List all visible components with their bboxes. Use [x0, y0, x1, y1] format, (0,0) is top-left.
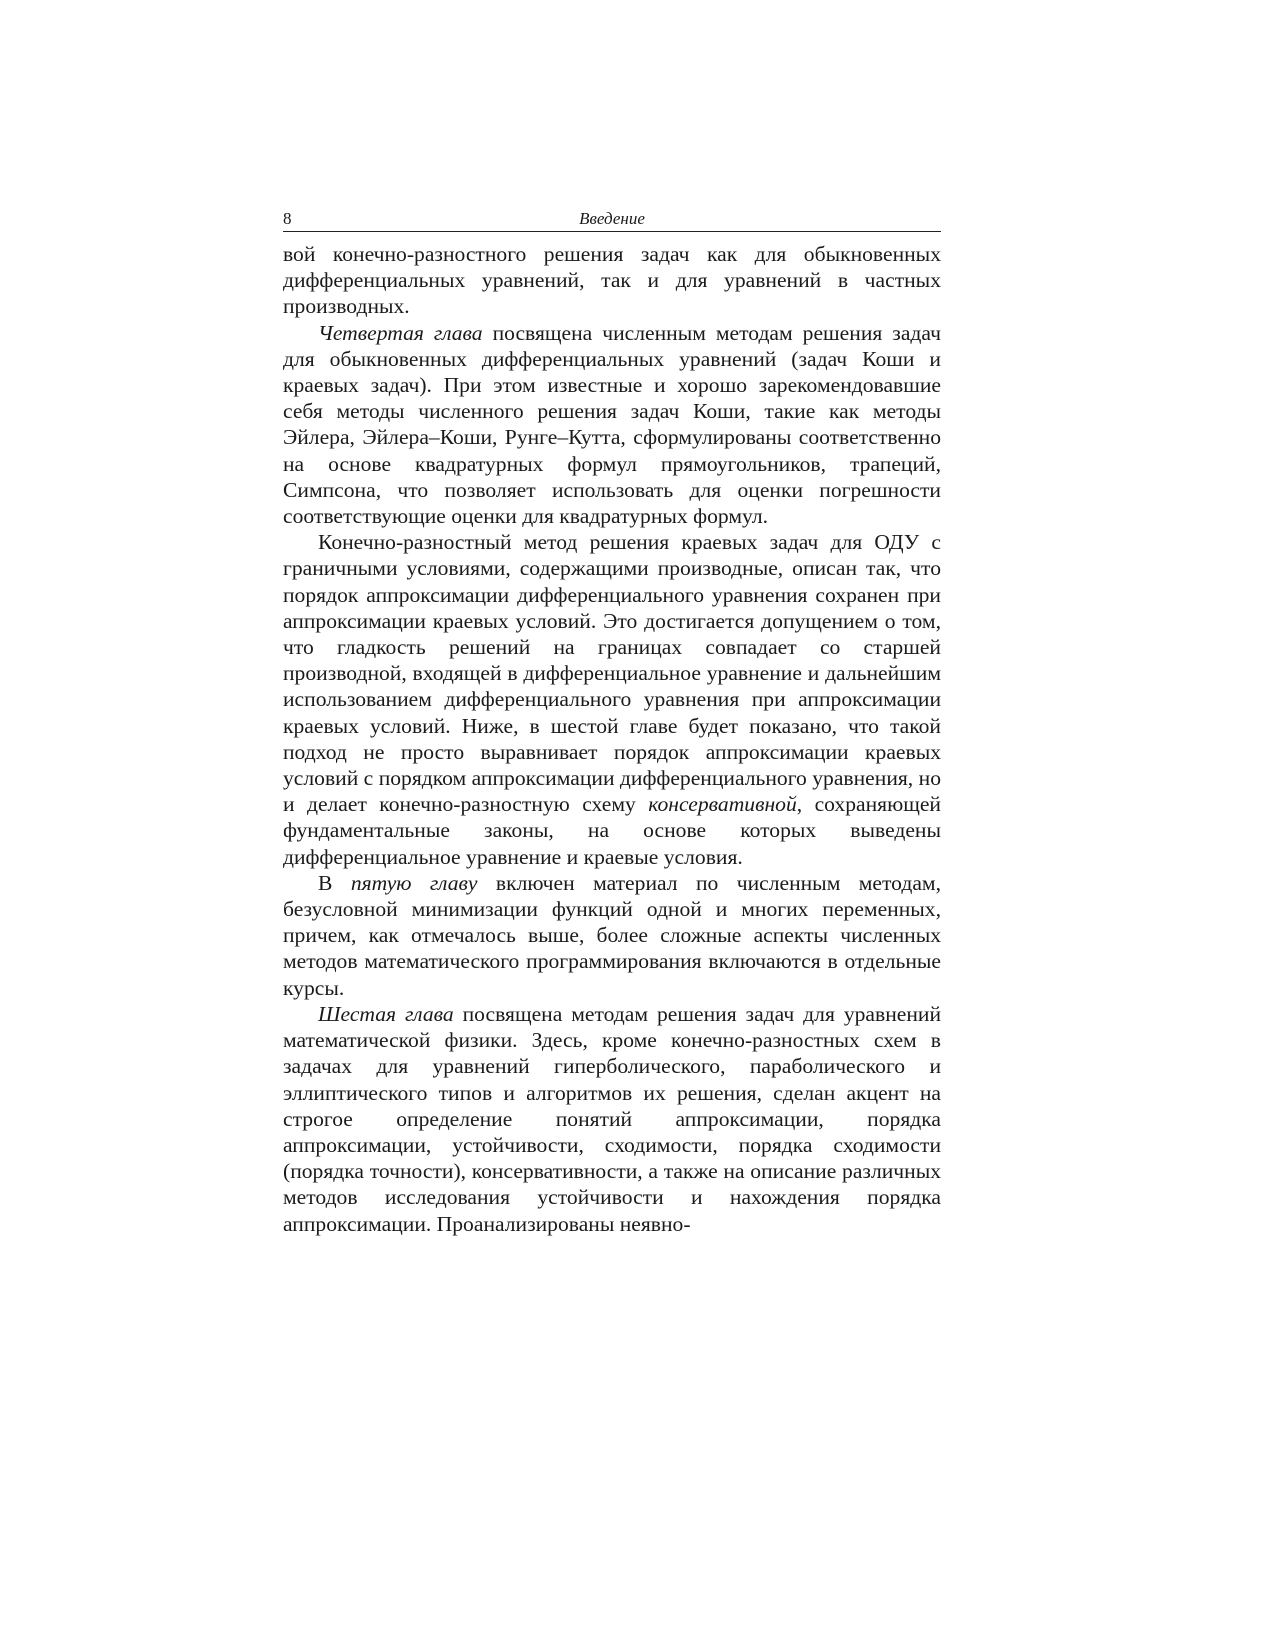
paragraph-2-text: посвящена численным методам решения задач для обыкновенных дифференциальных уравнений (задач Коши и краевых задач). При этом известные и хорошо зарекомендовавшие себя методы численного решения задач Коши, такие как методы Эйлера, Эйлера–Коши, Рунге–Кутта, сформулированы соответственно на основе квадратурных формул прямоугольников, трапеций, Симпсона, что позволяет использовать для оценки погрешности соответствующие оценки для квадратурных формул. [283, 320, 941, 529]
paragraph-4-text-a: В [318, 870, 351, 895]
paragraph-4-text-b: включен материал по численным методам, безусловной минимизации функций одной и многих переменных, причем, как отмечалось выше, более сложные аспекты численных методов математического программирования включаются в отдельные курсы. [283, 870, 941, 1000]
body-text [283, 241, 941, 1237]
paragraph-1 [283, 241, 941, 320]
paragraph-3 [283, 529, 941, 870]
running-title: Введение [579, 209, 645, 228]
paragraph-3-text-b: , сохраняющей фундаментальные законы, на основе которых выведены дифференциальное уравнение и краевые условия. [283, 792, 941, 869]
paragraph-5-text: посвящена методам решения задач для уравнений математической физики. Здесь, кроме конечно-разностных схем в задачах для уравнений гиперболического, параболического и эллиптического типов и алгоритмов их решения, сделан акцент на строгое определение понятий аппроксимации, порядка аппроксимации, устойчивости, сходимости, порядка сходимости (порядка точности), консервативности, а также на описание различных методов исследования устойчивости и нахождения порядка аппроксимации. Проанализированы неявно- [283, 1001, 941, 1236]
paragraph-5 [283, 1001, 941, 1237]
page-number: 8 [283, 209, 292, 228]
paragraph-4 [283, 870, 941, 1001]
paragraph-3-text-a: Конечно-разностный метод решения краевых задач для ОДУ с граничными условиями, содержащими производные, описан так, что порядок аппроксимации дифференциального уравнения сохранен при аппроксимации краевых условий. Это достигается допущением о том, что гладкость решений на границах совпадает со старшей производной, входящей в дифференциальное уравнение и дальнейшим использованием дифференциального уравнения при аппроксимации краевых условий. Ниже, в шестой главе будет показано, что такой подход не просто выравнивает порядок аппроксимации краевых условий с порядком аппроксимации дифференциального уравнения, но и делает конечно-разностную схему [283, 530, 941, 817]
paragraph-3-italic-term: консервативной [648, 792, 797, 817]
paragraph-2 [283, 320, 941, 530]
paragraph-5-italic-term: Шестая глава [318, 1001, 454, 1026]
book-page [283, 207, 941, 1237]
paragraph-4-italic-term: пятую главу [350, 870, 478, 895]
paragraph-2-italic-term: Четвертая глава [318, 320, 483, 345]
paragraph-1-text: вой конечно-разностного решения задач как для обыкновенных дифференциальных уравнений, так и для уравнений в частных производных. [283, 242, 941, 319]
running-head [283, 207, 941, 232]
